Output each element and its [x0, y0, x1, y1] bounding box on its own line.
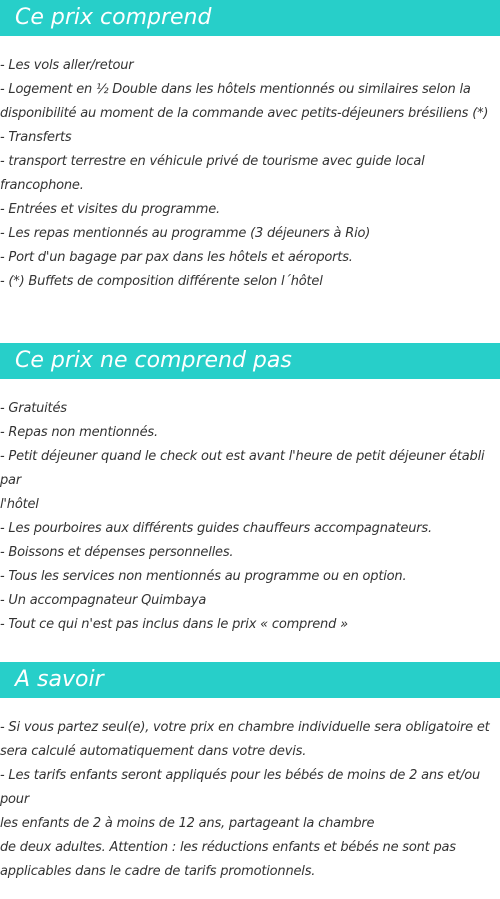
- list-item: - transport terrestre en véhicule privé de tourisme avec guide local francophone.: [0, 154, 425, 193]
- section-title-good-to-know: A savoir: [0, 662, 500, 698]
- list-item: - Les vols aller/retour: [0, 58, 134, 73]
- section-title-excludes: Ce prix ne comprend pas: [0, 343, 500, 379]
- list-item: - Si vous partez seul(e), votre prix en chambre individuelle sera obligatoire et sera calculé automatiquement dans votre devis.: [0, 720, 490, 759]
- list-item: - Gratuités: [0, 401, 67, 416]
- list-item: - Un accompagnateur Quimbaya: [0, 593, 207, 608]
- excludes-list: [0, 397, 500, 637]
- list-item: - Tout ce qui n'est pas inclus dans le prix « comprend »: [0, 617, 348, 632]
- list-item: - Les pourboires aux différents guides chauffeurs accompagnateurs.: [0, 521, 432, 536]
- list-item: - Repas non mentionnés.: [0, 425, 158, 440]
- list-item: - Boissons et dépenses personnelles.: [0, 545, 234, 560]
- list-item: - Entrées et visites du programme.: [0, 202, 220, 217]
- good-to-know-list: [0, 716, 500, 884]
- list-item: - Petit déjeuner quand le check out est avant l'heure de petit déjeuner établi par l'hôtel: [0, 449, 485, 512]
- includes-list: [0, 54, 500, 294]
- list-item: - Les tarifs enfants seront appliqués pour les bébés de moins de 2 ans et/ou pour les enfants de 2 à moins de 12 ans, partageant la chambre de deux adultes. Attention : les réductions enfants et bébés ne sont pas applicables dans le cadre de tarifs promotionnels.: [0, 768, 481, 879]
- list-item: - Tous les services non mentionnés au programme ou en option.: [0, 569, 407, 584]
- list-item: - (*) Buffets de composition différente selon l´hôtel: [0, 274, 323, 289]
- section-title-includes: Ce prix comprend: [0, 0, 500, 36]
- list-item: - Logement en ½ Double dans les hôtels mentionnés ou similaires selon la disponibilité au moment de la commande avec petits-déjeuners brésiliens (*): [0, 82, 489, 121]
- list-item: - Transferts: [0, 130, 72, 145]
- list-item: - Port d'un bagage par pax dans les hôtels et aéroports.: [0, 250, 353, 265]
- list-item: - Les repas mentionnés au programme (3 déjeuners à Rio): [0, 226, 371, 241]
